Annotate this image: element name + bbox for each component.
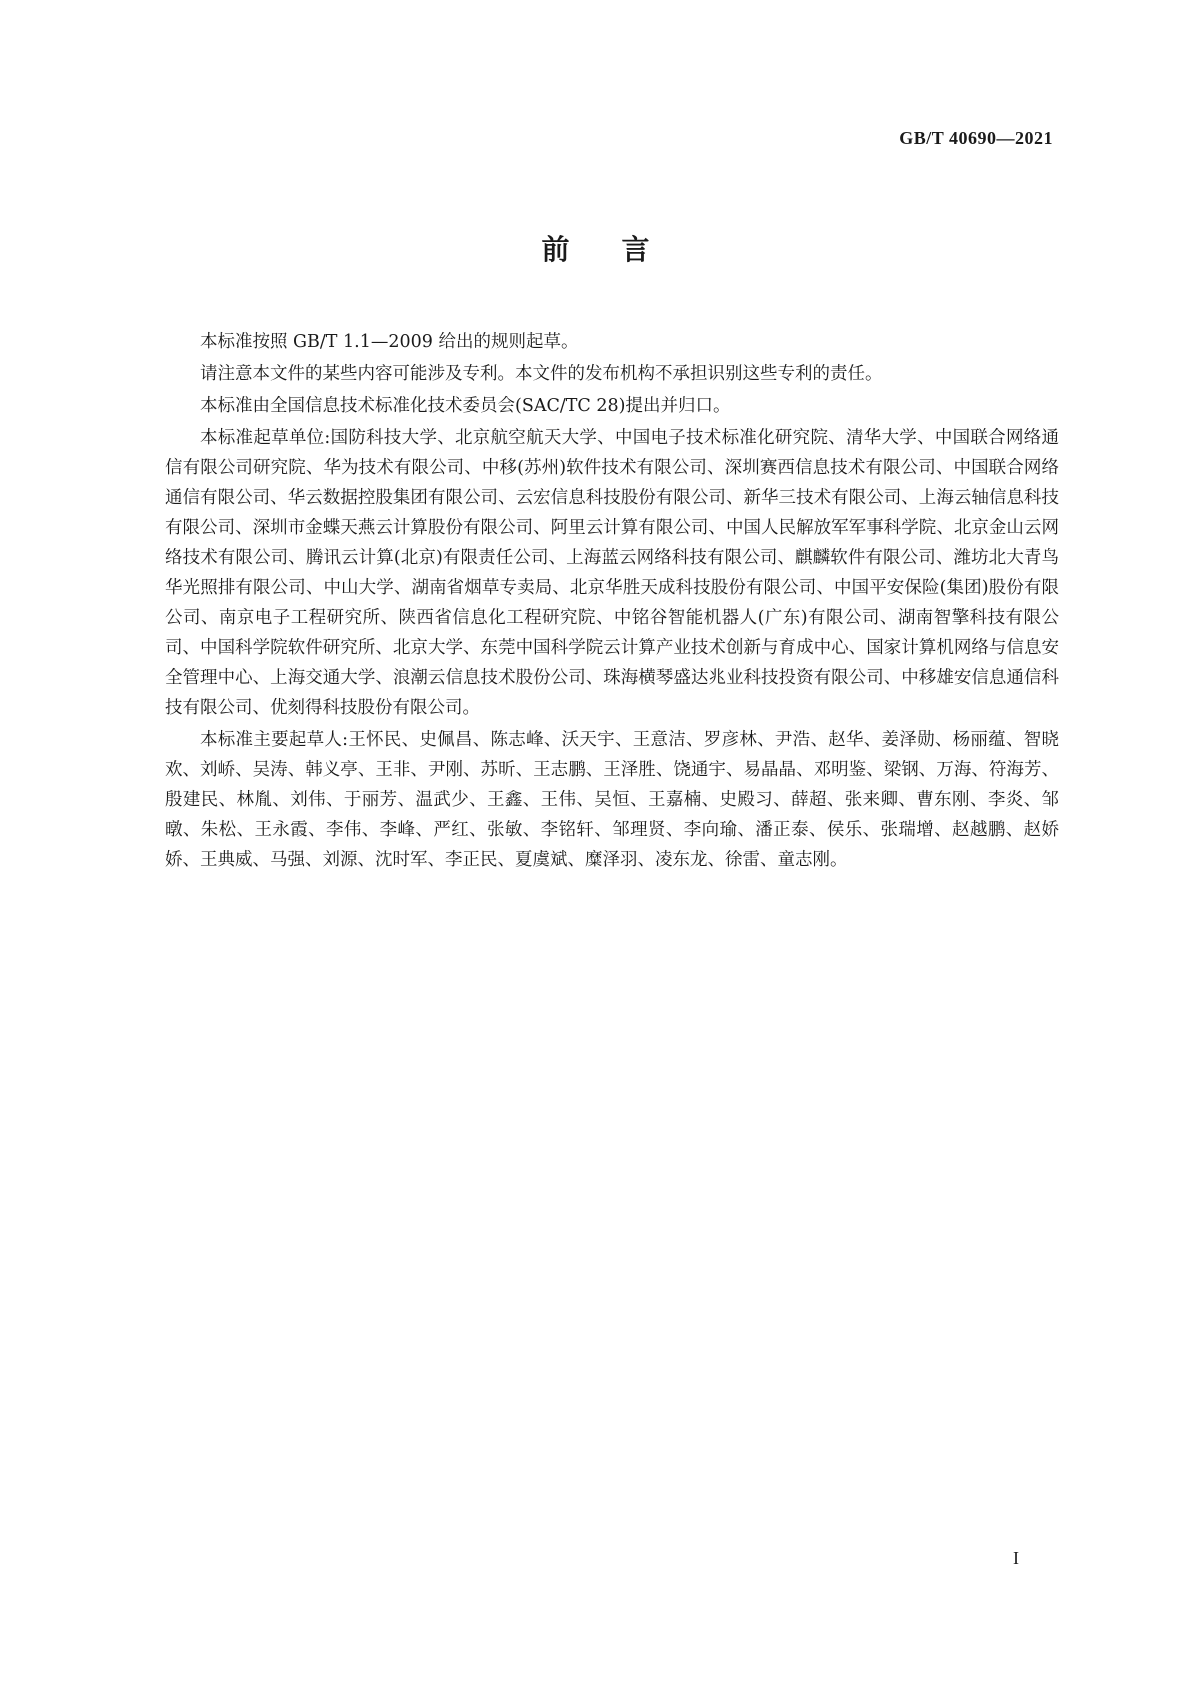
- paragraph-patent-notice: 请注意本文件的某些内容可能涉及专利。本文件的发布机构不承担识别这些专利的责任。: [200, 364, 883, 384]
- paragraph-proposer: 本标准由全国信息技术标准化技术委员会(SAC/TC 28)提出并归口。: [200, 396, 731, 416]
- foreword-body: [165, 327, 1059, 877]
- page-title-char-1: 前: [541, 233, 570, 266]
- paragraph-drafting-rules: 本标准按照 GB/T 1.1—2009 给出的规则起草。: [200, 332, 579, 352]
- paragraph-drafters: 本标准主要起草人:王怀民、史佩昌、陈志峰、沃天宇、王意洁、罗彦林、尹浩、赵华、姜泽勋、杨丽蕴、智晓欢、刘峤、吴涛、韩义亭、王非、尹刚、苏昕、王志鹏、王泽胜、饶通宇、易晶晶、邓明鉴、梁钢、万海、符海芳、殷建民、林胤、刘伟、于丽芳、温武少、王鑫、王伟、吴恒、王嘉楠、史殿习、薛超、张来卿、曹东刚、李炎、邹暾、朱松、王永霞、李伟、李峰、严红、张敏、李铭轩、邹理贤、李向瑜、潘正泰、侯乐、张瑞增、赵越鹏、赵娇娇、王典威、马强、刘源、沈时军、李正民、夏虞斌、糜泽羽、凌东龙、徐雷、童志刚。: [165, 730, 1059, 870]
- standard-number: GB/T 40690—2021: [899, 128, 1053, 148]
- page-number: I: [1013, 1548, 1019, 1568]
- page-title: [0, 228, 1191, 268]
- paragraph-drafting-units: 本标准起草单位:国防科技大学、北京航空航天大学、中国电子技术标准化研究院、清华大学、中国联合网络通信有限公司研究院、华为技术有限公司、中移(苏州)软件技术有限公司、深圳赛西信息技术有限公司、中国联合网络通信有限公司、华云数据控股集团有限公司、云宏信息科技股份有限公司、新华三技术有限公司、上海云轴信息科技有限公司、深圳市金蝶天燕云计算股份有限公司、阿里云计算有限公司、中国人民解放军军事科学院、北京金山云网络技术有限公司、腾讯云计算(北京)有限责任公司、上海蓝云网络科技有限公司、麒麟软件有限公司、潍坊北大青鸟华光照排有限公司、中山大学、湖南省烟草专卖局、北京华胜天成科技股份有限公司、中国平安保险(集团)股份有限公司、南京电子工程研究所、陕西省信息化工程研究院、中铭谷智能机器人(广东)有限公司、湖南智擎科技有限公司、中国科学院软件研究所、北京大学、东莞中国科学院云计算产业技术创新与育成中心、国家计算机网络与信息安全管理中心、上海交通大学、浪潮云信息技术股份公司、珠海横琴盛达兆业科技投资有限公司、中移雄安信息通信科技有限公司、优刻得科技股份有限公司。: [165, 428, 1059, 718]
- page-title-char-2: 言: [621, 233, 650, 266]
